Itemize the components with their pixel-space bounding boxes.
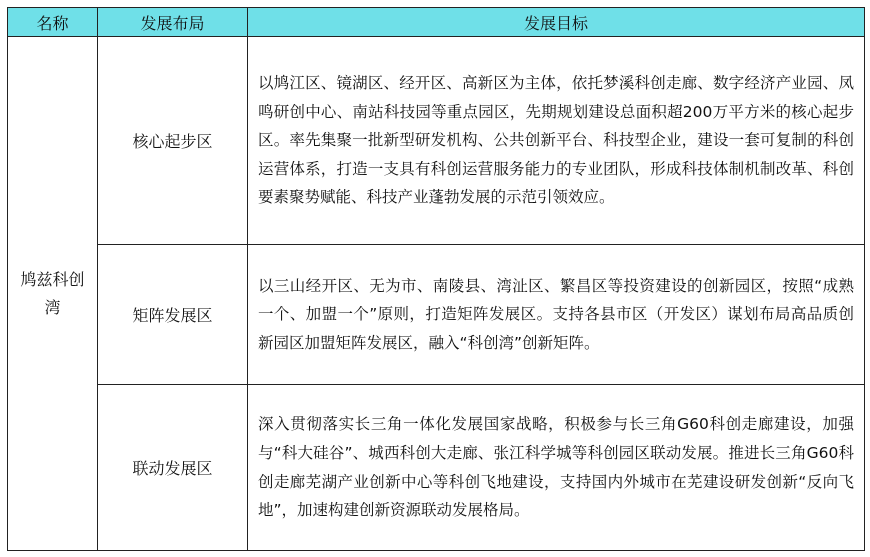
table-header-row xyxy=(8,8,865,37)
header-goal: 发展目标 xyxy=(248,8,865,37)
goal-cell-core: 以鸠江区、镜湖区、经开区、高新区为主体，依托梦溪科创走廊、数字经济产业园、凤鸣研创中心、南站科技园等重点园区，先期规划建设总面积超200万平方米的核心起步区。率先集聚一批新型研发机构、公共创新平台、科技型企业，建设一套可复制的科创运营体系，打造一支具有科创运营服务能力的专业团队，形成科技体制机制改革、科创要素聚势赋能、科技产业蓬勃发展的示范引领效应。 xyxy=(248,37,865,245)
development-layout-table xyxy=(7,7,865,551)
layout-cell-core: 核心起步区 xyxy=(98,37,248,245)
table-row xyxy=(8,37,865,245)
table-row xyxy=(8,385,865,551)
layout-cell-matrix: 矩阵发展区 xyxy=(98,245,248,385)
table-row xyxy=(8,245,865,385)
goal-cell-matrix: 以三山经开区、无为市、南陵县、湾沚区、繁昌区等投资建设的创新园区，按照“成熟一个、加盟一个”原则，打造矩阵发展区。支持各县市区（开发区）谋划布局高品质创新园区加盟矩阵发展区，融入“科创湾”创新矩阵。 xyxy=(248,245,865,385)
header-name: 名称 xyxy=(8,8,98,37)
header-layout: 发展布局 xyxy=(98,8,248,37)
goal-cell-linkage: 深入贯彻落实长三角一体化发展国家战略，积极参与长三角G60科创走廊建设，加强与“科大硅谷”、城西科创大走廊、张江科学城等科创园区联动发展。推进长三角G60科创走廊芜湖产业创新中心等科创飞地建设，支持国内外城市在芜建设研发创新“反向飞地”，加速构建创新资源联动发展格局。 xyxy=(248,385,865,551)
layout-cell-linkage: 联动发展区 xyxy=(98,385,248,551)
name-cell: 鸠兹科创湾 xyxy=(8,37,98,551)
development-layout-table-frame xyxy=(7,7,865,550)
